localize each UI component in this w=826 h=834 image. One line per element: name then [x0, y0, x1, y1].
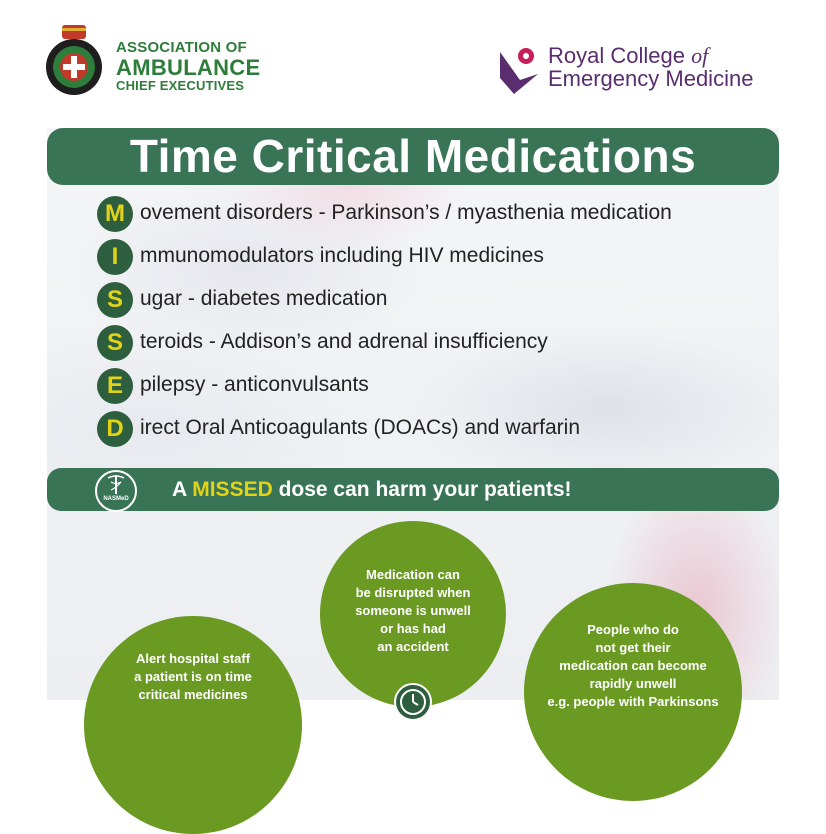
aace-line-2: AMBULANCE: [116, 54, 261, 80]
acronym-letter: M: [97, 196, 133, 232]
aace-line-3: CHIEF EXECUTIVES: [116, 77, 245, 93]
list-item-text: teroids - Addison’s and adrenal insufficiency: [140, 330, 548, 353]
nasmod-label: NASMeD: [103, 496, 129, 502]
info-line: not get their: [595, 640, 671, 655]
rcem-line-1: [548, 44, 753, 67]
poster: [47, 128, 779, 709]
missed-pre: A: [172, 478, 193, 501]
caduceus-icon: [97, 472, 135, 496]
info-circle-rapidly-unwell: [524, 583, 742, 801]
acronym-letter: S: [97, 325, 133, 361]
info-line: Alert hospital staff: [135, 651, 251, 666]
missed-dose-banner: [47, 468, 779, 511]
acronym-letter: I: [97, 239, 133, 275]
poster-title: Time Critical Medications: [129, 130, 697, 182]
clock-icon: [392, 681, 434, 723]
acronym-letter: S: [97, 282, 133, 318]
info-circle-disruption: [320, 521, 506, 707]
acronym-letter: E: [97, 368, 133, 404]
info-line: critical medicines: [138, 687, 248, 702]
nasmod-badge: [95, 470, 137, 512]
title-banner: [47, 128, 779, 185]
missed-dose-message: [172, 468, 572, 511]
info-line: People who do: [587, 622, 679, 637]
header: [0, 0, 826, 120]
aace-logo-text: [116, 40, 260, 92]
info-circle-alert-staff: [84, 616, 302, 834]
info-circle-text: [84, 650, 302, 704]
info-line: someone is unwell: [355, 603, 471, 618]
info-line: medication can become: [559, 658, 707, 673]
info-line: be disrupted when: [355, 585, 471, 600]
ambulance-crest-icon: [44, 25, 104, 101]
list-item-text: ugar - diabetes medication: [140, 287, 388, 310]
rcem-line-1-of: of: [691, 43, 709, 68]
info-circle-text: [524, 621, 742, 711]
rcem-line-1-main: Royal College: [548, 43, 692, 68]
missed-highlight: MISSED: [192, 478, 273, 501]
list-item-text: pilepsy - anticonvulsants: [140, 373, 369, 396]
info-line: an accident: [377, 639, 449, 654]
list-item-text: irect Oral Anticoagulants (DOACs) and warfarin: [140, 416, 581, 439]
rcem-rose-icon: [498, 44, 540, 96]
acronym-letter: D: [97, 411, 133, 447]
info-line: e.g. people with Parkinsons: [547, 694, 719, 709]
rcem-line-2: Emergency Medicine: [548, 66, 754, 92]
info-line: rapidly unwell: [589, 676, 677, 691]
rcem-logo-text: [548, 44, 753, 90]
list-item-text: mmunomodulators including HIV medicines: [140, 244, 544, 267]
info-line: Medication can: [366, 567, 460, 582]
aace-line-1: ASSOCIATION OF: [116, 39, 247, 56]
info-line: or has had: [380, 621, 446, 636]
info-line: a patient is on time: [134, 669, 252, 684]
missed-post: dose can harm your patients!: [272, 478, 572, 501]
list-item-text: ovement disorders - Parkinson’s / myasthenia medication: [140, 201, 672, 224]
info-circle-text: [320, 566, 506, 656]
